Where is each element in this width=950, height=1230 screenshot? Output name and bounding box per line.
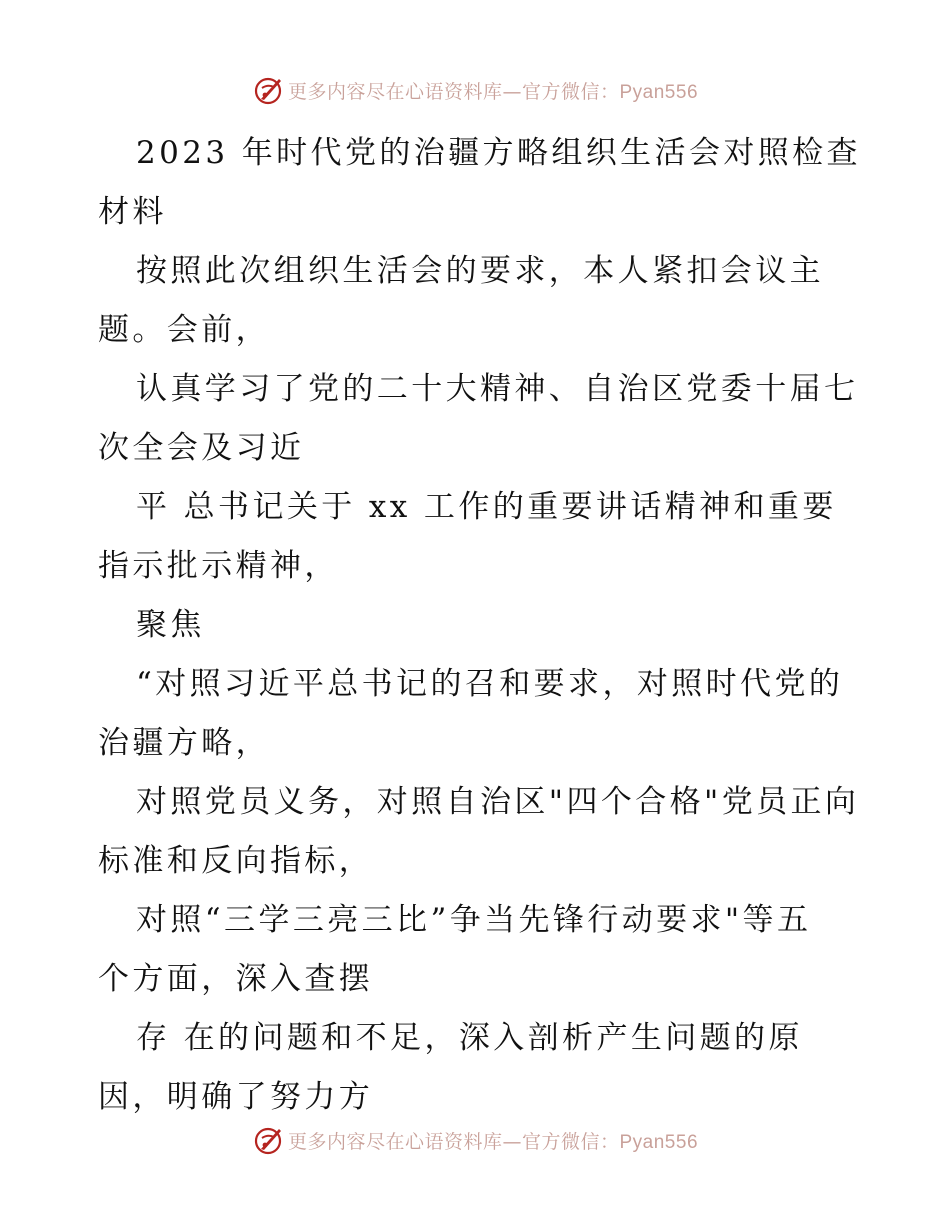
banner-text: 更多内容尽在心语资料库—官方微信： (287, 80, 620, 103)
document-body (98, 124, 861, 1127)
text-line: 平 总书记关于 xx 工作的重要讲话精神和重要 (136, 489, 837, 525)
text-line: “对照习近平总书记的召和要求，对照时代党的 (136, 666, 844, 702)
footer-banner (0, 1122, 950, 1158)
banner-text: 更多内容尽在心语资料库—官方微信： (287, 1130, 620, 1153)
banner-wechat-id: Pyan556 (619, 81, 699, 103)
text-line: 个方面，深入查摆 (98, 961, 374, 997)
text-line: 存 在的问题和不足，深入剖析产生问题的原 (136, 1020, 803, 1056)
quill-seal-icon (252, 73, 286, 107)
text-line: 治疆方略， (98, 725, 270, 761)
text-line: 2023 年时代党的治疆方略组织生活会对照检查 (136, 135, 861, 171)
text-line: 题。会前， (98, 312, 270, 348)
text-line: 对照党员义务，对照自治区"四个合格"党员正向 (136, 784, 860, 820)
text-line: 对照“三学三亮三比”争当先锋行动要求"等五 (136, 902, 812, 938)
header-banner (0, 72, 950, 108)
text-line: 次全会及习近 (98, 430, 305, 466)
text-line: 标准和反向指标， (98, 843, 374, 879)
quill-seal-icon (252, 1123, 286, 1157)
text-line: 认真学习了党的二十大精神、自治区党委十届七 (136, 371, 859, 407)
text-line: 因，明确了努力方 (98, 1079, 374, 1115)
text-line: 按照此次组织生活会的要求，本人紧扣会议主 (136, 253, 824, 289)
text-line: 聚焦 (136, 607, 205, 643)
text-line: 材料 (98, 194, 167, 230)
text-line: 指示批示精神， (98, 548, 339, 584)
banner-wechat-id: Pyan556 (619, 1131, 699, 1153)
